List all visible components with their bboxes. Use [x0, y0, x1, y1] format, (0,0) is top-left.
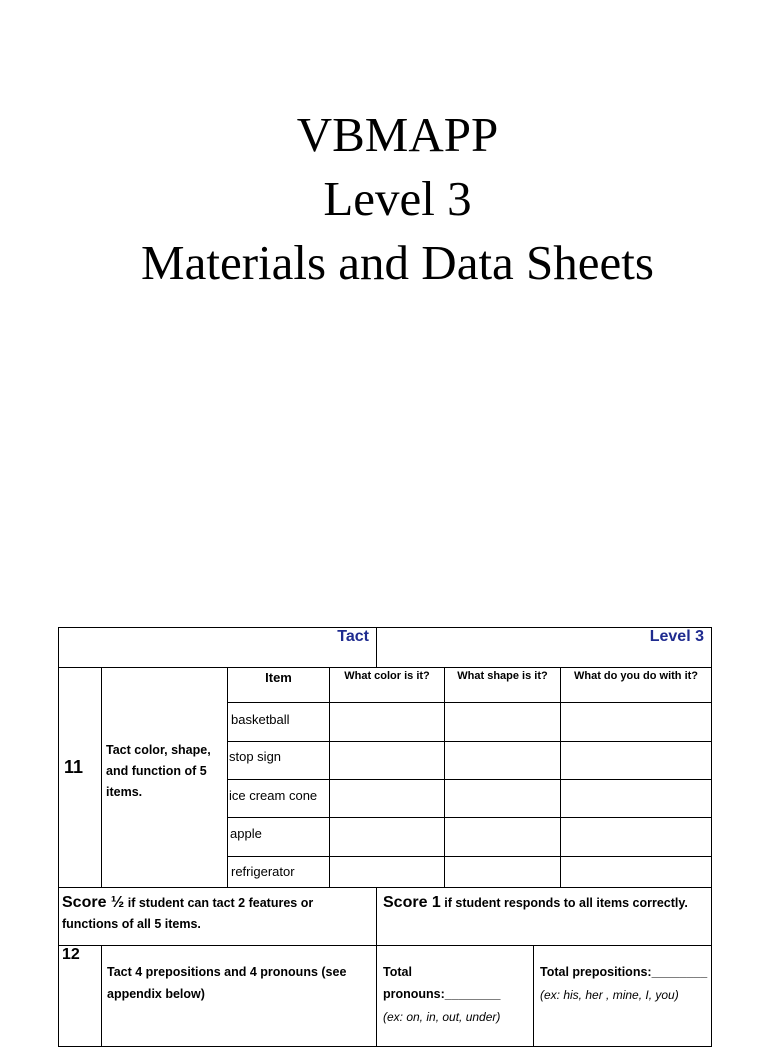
score-one-text: if student responds to all items correctly.: [440, 896, 688, 910]
pronouns-example: (ex: on, in, out, under): [383, 1010, 501, 1024]
row-11-description: Tact color, shape, and function of 5 items.: [102, 668, 228, 888]
item-cell: stop sign: [228, 742, 330, 780]
row-11-number: 11: [58, 668, 102, 888]
row-12-description: Tact 4 prepositions and 4 pronouns (see appendix below): [102, 946, 377, 1047]
answer-cell-shape[interactable]: [445, 742, 561, 780]
answer-cell-shape[interactable]: [445, 818, 561, 857]
row-12-number: 12: [58, 946, 102, 1047]
title-line-3: Materials and Data Sheets: [141, 235, 654, 290]
data-sheet-table: [58, 627, 712, 1047]
header-level: Level 3: [377, 627, 712, 668]
answer-cell-color[interactable]: [330, 857, 445, 888]
header-tact: Tact: [58, 627, 377, 668]
answer-cell-color[interactable]: [330, 742, 445, 780]
answer-cell-shape[interactable]: [445, 703, 561, 742]
score-one-criteria: [377, 888, 712, 946]
answer-cell-shape[interactable]: [445, 857, 561, 888]
answer-cell-function[interactable]: [561, 857, 712, 888]
col-header-color: What color is it?: [330, 668, 445, 703]
item-cell: refrigerator: [228, 857, 330, 888]
pronouns-total-label: Total pronouns:________: [383, 965, 501, 1001]
col-header-item: Item: [228, 668, 330, 703]
score-half-text: if student can tact 2 features or functions of all 5 items.: [62, 896, 314, 931]
answer-cell-color[interactable]: [330, 818, 445, 857]
answer-cell-color[interactable]: [330, 703, 445, 742]
answer-cell-shape[interactable]: [445, 780, 561, 818]
prepositions-example: (ex: his, her , mine, I, you): [540, 988, 679, 1002]
pronouns-total-cell[interactable]: [377, 946, 534, 1047]
title-line-1: VBMAPP: [296, 107, 499, 162]
answer-cell-function[interactable]: [561, 780, 712, 818]
answer-cell-function[interactable]: [561, 742, 712, 780]
document-title: [0, 103, 768, 295]
col-header-function: What do you do with it?: [561, 668, 712, 703]
item-cell: apple: [228, 818, 330, 857]
score-half-label: Score ½: [62, 894, 125, 911]
prepositions-total-cell[interactable]: [534, 946, 712, 1047]
answer-cell-function[interactable]: [561, 703, 712, 742]
item-cell: ice cream cone: [228, 780, 330, 818]
score-one-label: Score 1: [383, 894, 441, 911]
item-cell: basketball: [228, 703, 330, 742]
col-header-shape: What shape is it?: [445, 668, 561, 703]
title-line-2: Level 3: [323, 171, 472, 226]
score-half-criteria: [58, 888, 377, 946]
answer-cell-color[interactable]: [330, 780, 445, 818]
prepositions-total-label: Total prepositions:________: [540, 965, 708, 979]
answer-cell-function[interactable]: [561, 818, 712, 857]
